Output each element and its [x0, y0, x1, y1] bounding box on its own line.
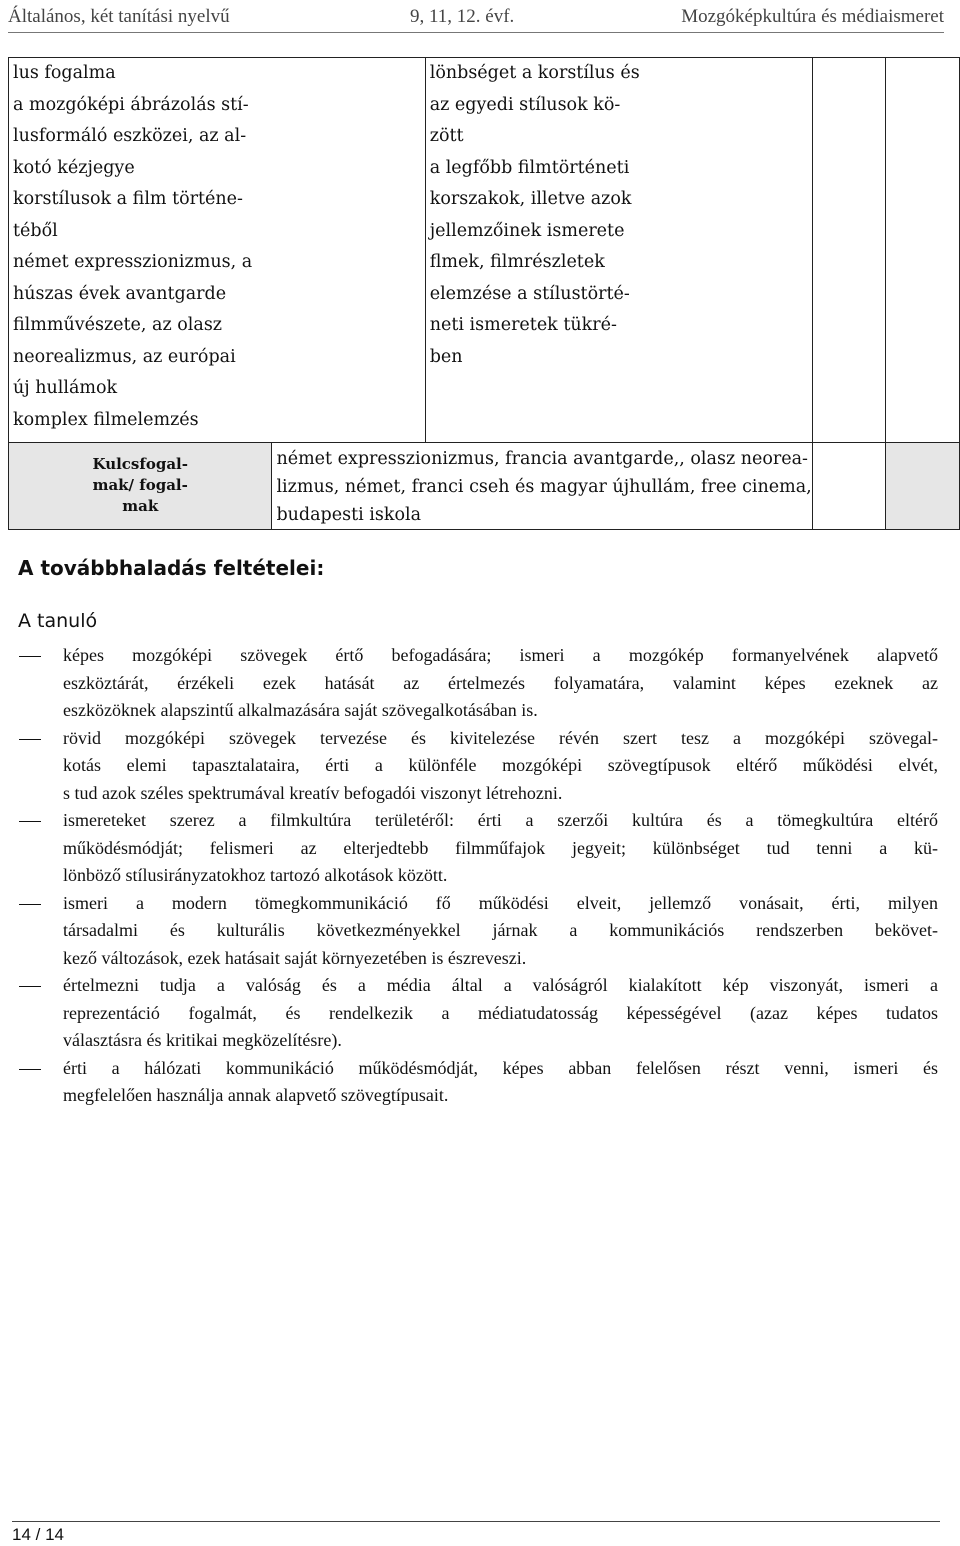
outcome-line: működésmódját; felismeri az elterjedtebb filmműfajok jegyeit; különbséget tud tenni a kü-: [63, 837, 938, 858]
list-item: [18, 725, 938, 808]
content-line: német expresszionizmus, a: [13, 252, 253, 272]
content-row: [9, 58, 960, 443]
content-line: a mozgóképi ábrázolás stí-: [13, 94, 249, 115]
outcome-line: ismereteket szerez a filmkultúra területéről: érti a szerzői kultúra és a tömegkultúra eltérő: [63, 810, 938, 830]
dash-bullet: [19, 821, 41, 822]
empty-cell: [812, 443, 885, 530]
curriculum-table: [8, 57, 960, 530]
activity-line: lönbséget a korstílus és: [429, 63, 640, 83]
key-concepts-cell: [272, 443, 812, 530]
list-item: [18, 807, 938, 890]
outcome-line: képes mozgóképi szövegek értő befogadására; ismeri a mozgókép formanyelvének alapvető: [63, 645, 938, 665]
outcome-line: ismeri a modern tömegkommunikáció fő működési elveit, jellemző vonásait, érti, milyen: [63, 892, 938, 913]
activity-lines: [426, 58, 812, 373]
content-line: filmművészete, az olasz: [13, 315, 223, 335]
content-line: lus fogalma: [13, 63, 116, 83]
outcome-line: lönböző stílusirányzatokhoz tartozó alkotások között.: [63, 865, 448, 885]
content-line: téből: [13, 220, 58, 241]
page-footer: [12, 1521, 940, 1545]
outcome-line: eszköztárát, érzékeli ezek hatását az értelmezés folyamatára, valamint képes ezeknek az: [63, 672, 938, 693]
key-concept-line: budapesti iskola: [276, 505, 422, 525]
key-concepts-label: [9, 443, 271, 517]
outcome-line: rövid mozgóképi szövegek tervezése és kivitelezése révén szert tesz a mozgóképi szövegal-: [63, 727, 938, 748]
outcome-line: s tud azok széles spektrumával kreatív befogadói viszonyt létrehozni.: [63, 782, 563, 803]
outcome-line: eszközöknek alapszintű alkalmazására saját szövegalkotásában is.: [63, 700, 538, 720]
dash-bullet: [19, 656, 41, 657]
content-line: húszas évek avantgarde: [13, 283, 227, 304]
list-item: [18, 642, 938, 725]
activity-line: az egyedi stílusok kö-: [429, 94, 621, 115]
progress-intro: A tanuló: [18, 610, 98, 632]
content-line: neorealizmus, az európai: [13, 346, 236, 367]
dash-bullet: [19, 1069, 41, 1070]
key-concepts-label-cell: [9, 443, 272, 530]
key-label-line: Kulcsfogal-: [92, 455, 188, 473]
empty-cell: [885, 58, 959, 443]
content-line: új hullámok: [13, 378, 118, 398]
content-line: korstílusok a film történe-: [13, 189, 243, 209]
empty-cell: [812, 58, 885, 443]
outcome-list: [18, 642, 938, 1110]
page-header: [8, 6, 944, 33]
activity-line: neti ismeretek tükré-: [429, 315, 617, 335]
activity-line: zött: [429, 126, 464, 146]
header-grades: 9, 11, 12. évf.: [410, 6, 515, 27]
activity-line: flmek, filmrészletek: [429, 252, 605, 272]
list-item: [18, 1055, 938, 1110]
header-subject: Mozgóképkultúra és médiaismeret: [681, 6, 944, 27]
outcome-line: kező változások, ezek hatásait saját környezetében is észreveszi.: [63, 947, 527, 968]
key-concept-line: lizmus, német, franci cseh és magyar újhullám, free cinema,: [276, 477, 812, 497]
outcome-line: kotás elemi tapasztalataira, érti a különféle mozgóképi szövegtípusok eltérő működési elvét,: [63, 755, 938, 775]
content-line: komplex filmelemzés: [13, 409, 199, 430]
activity-line: korszakok, illetve azok: [429, 189, 632, 209]
content-line: kotó kézjegye: [13, 157, 135, 178]
dash-bullet: [19, 739, 41, 740]
list-item: [18, 972, 938, 1055]
outcome-line: reprezentáció fogalmát, és rendelkezik a médiatudatosság képességével (azaz képes tudatos: [63, 1002, 938, 1023]
activity-line: a legfőbb filmtörténeti: [429, 157, 630, 178]
gray-cell: [885, 443, 959, 530]
content-cell: [9, 58, 426, 443]
list-item: [18, 890, 938, 973]
activity-cell: [425, 58, 812, 443]
activity-line: ben: [429, 346, 463, 367]
outcome-line: érti a hálózati kommunikáció működésmódját, képes abban felelősen részt venni, ismeri és: [63, 1057, 938, 1078]
key-concept-line: német expresszionizmus, francia avantgarde,, olasz neorea-: [276, 449, 808, 469]
activity-line: elemzése a stílustörté-: [429, 283, 630, 304]
dash-bullet: [19, 986, 41, 987]
header-program: Általános, két tanítási nyelvű: [8, 6, 230, 27]
dash-bullet: [19, 904, 41, 905]
key-concepts-row: [9, 443, 960, 530]
page-number: 14 / 14: [12, 1525, 64, 1544]
key-concepts-value: [272, 443, 811, 529]
key-label-line: mak/ fogal-: [92, 476, 188, 494]
activity-line: jellemzőinek ismerete: [429, 220, 625, 241]
content-lines: [9, 58, 425, 436]
key-label-line: mak: [122, 497, 159, 515]
progress-title: A továbbhaladás feltételei:: [18, 556, 325, 580]
outcome-line: értelmezni tudja a valóság és a média által a valóságról kialakított kép viszonyát, ismeri a: [63, 975, 938, 995]
outcome-line: társadalmi és kulturális következményekkel járnak a kommunikációs rendszerben bekövet-: [63, 920, 938, 940]
outcome-line: választásra és kritikai megközelítésre).: [63, 1030, 342, 1050]
outcome-line: megfelelően használja annak alapvető szövegtípusait.: [63, 1085, 449, 1105]
content-line: lusformáló eszközei, az al-: [13, 126, 247, 146]
